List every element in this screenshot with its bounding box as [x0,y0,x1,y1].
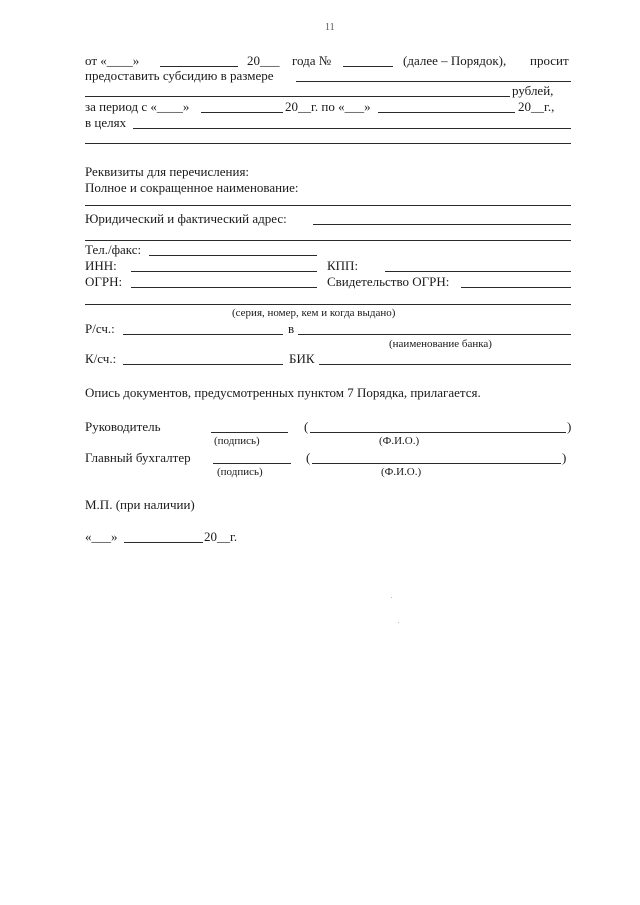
text-rekvizity: Реквизиты для перечисления: [85,164,250,179]
blank-buh-signature [213,463,291,464]
blank-period-end [378,112,515,113]
blank-address [313,224,571,225]
paren-open-2: ( [306,450,311,465]
text-opis: Опись документов, предусмотренных пунктом 7 Порядка, прилагается. [85,385,481,400]
text-g-po: 20__г. по «___» [285,99,371,114]
text-predostavit: предоставить субсидию в размере [85,68,274,83]
note-podpis-1: (подпись) [214,435,260,447]
blank-tel [149,255,317,256]
scan-speck [391,597,392,598]
blank-date [160,66,238,67]
page-number: 11 [325,22,335,33]
note-fio-1: (Ф.И.О.) [379,435,420,447]
blank-buh-fio [312,463,561,464]
text-ksch: К/сч.: [85,351,117,366]
blank-bik [319,364,571,365]
blank-name [85,205,571,206]
note-podpis-2: (подпись) [217,466,263,478]
blank-date-month [124,542,203,543]
text-rukovoditel: Руководитель [85,419,161,434]
note-seriya: (серия, номер, кем и когда выдано) [232,307,396,319]
blank-ogrn [131,287,317,288]
text-rsch: Р/сч.: [85,321,115,336]
text-inn: ИНН: [85,258,117,273]
blank-kpp [385,271,571,272]
text-dalee: (далее – Порядок), [403,53,507,68]
text-rubley: рублей, [512,83,554,98]
text-date-yr: 20__г. [204,529,238,544]
blank-ruk-signature [211,432,288,433]
blank-ksch [123,364,283,365]
paren-close-1: ) [567,419,572,434]
text-date-quote: «___» [85,529,118,544]
blank-bank [298,334,571,335]
text-v-bank: в [288,321,295,336]
note-bank: (наименование банка) [389,338,492,350]
note-fio-2: (Ф.И.О.) [381,466,422,478]
blank-rsch [123,334,283,335]
text-bik: БИК [289,351,315,366]
blank-purpose [133,128,571,129]
text-ogrn: ОГРН: [85,274,123,289]
blank-amount [296,81,571,82]
text-prosit: просит [530,53,569,68]
blank-amount-words [85,96,510,97]
paren-close-2: ) [562,450,567,465]
blank-svid-2 [85,304,571,305]
text-glavbuh: Главный бухгалтер [85,450,191,465]
blank-number [343,66,393,67]
text-za-period: за период с «____» [85,99,190,114]
text-v-tselyakh: в целях [85,115,127,130]
text-g-end: 20__г., [518,99,555,114]
text-ot: от «____» [85,53,140,68]
text-tel: Тел./факс: [85,242,142,257]
blank-period-start [201,112,283,113]
text-kpp: КПП: [327,258,359,273]
text-mp: М.П. (при наличии) [85,497,195,512]
text-adres: Юридический и фактический адрес: [85,211,287,226]
blank-address-2 [85,240,571,241]
scan-speck [398,622,399,623]
blank-svid [461,287,571,288]
text-polnoe: Полное и сокращенное наименование: [85,180,299,195]
blank-ruk-fio [310,432,566,433]
text-goda-no: года № [292,53,332,68]
blank-inn [131,271,317,272]
blank-purpose-2 [85,143,571,144]
text-svid: Свидетельство ОГРН: [327,274,450,289]
text-20: 20___ [247,53,280,68]
paren-open-1: ( [304,419,309,434]
